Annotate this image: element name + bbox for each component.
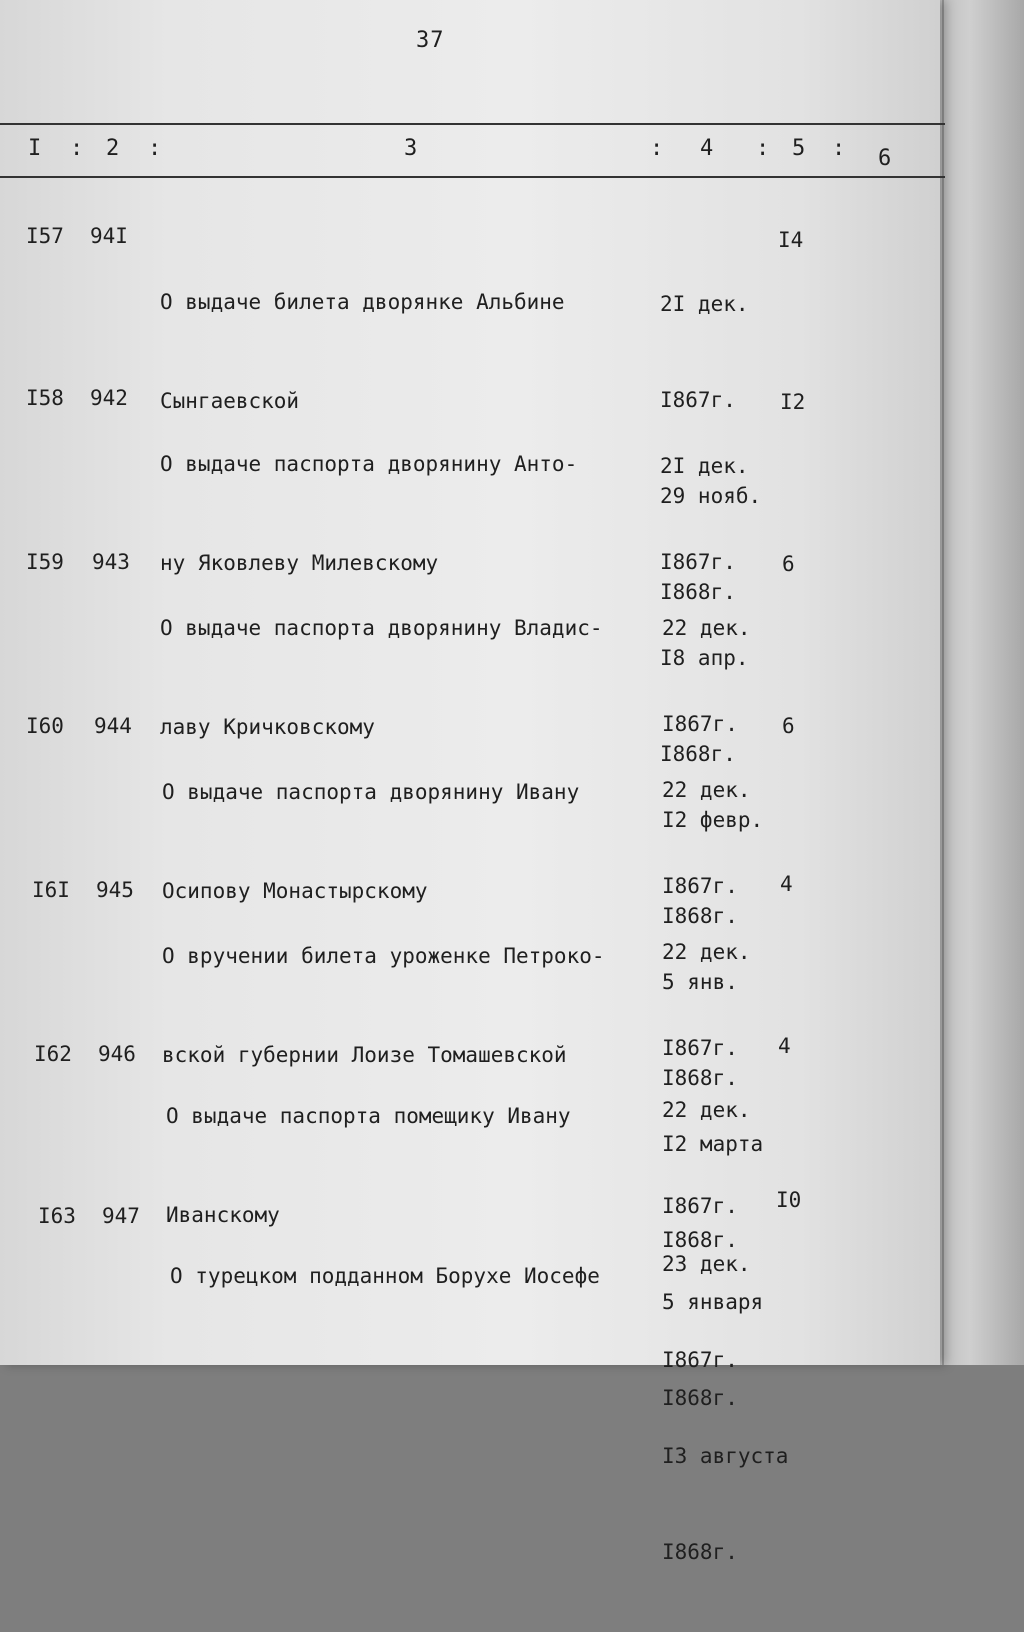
entry-title-line: О выдаче паспорта дворянину Анто-	[160, 452, 578, 476]
entry-title	[170, 1194, 600, 1359]
column-header-6: 6	[878, 146, 892, 171]
end-date: I3 августа	[662, 1444, 789, 1468]
entry-title-line: Иванскому	[166, 1203, 280, 1227]
start-year: I867г.	[660, 388, 736, 412]
end-year: I868г.	[662, 1540, 738, 1564]
entry-title-line: Осипову Монастырскому	[162, 879, 428, 903]
column-header-1: I	[28, 136, 42, 161]
end-year: I868г.	[662, 1228, 738, 1252]
sheet-count: 6	[782, 552, 795, 576]
entry-title-line: О вручении билета уроженке Петроко-	[162, 944, 605, 968]
row-number: I58	[26, 386, 64, 410]
row-number: I60	[26, 714, 64, 738]
end-year: I868г.	[662, 1066, 738, 1090]
sheet-count: 4	[780, 872, 793, 896]
file-number: 943	[92, 550, 130, 574]
file-number: 947	[102, 1204, 140, 1228]
entry-title-line: О выдаче паспорта дворянину Ивану	[162, 780, 580, 804]
end-year: I868г.	[662, 1386, 738, 1410]
row-number: I59	[26, 550, 64, 574]
column-separator: :	[148, 136, 162, 161]
header-bottom-rule	[0, 176, 945, 178]
row-number: I63	[38, 1204, 76, 1228]
start-year: I867г.	[660, 550, 736, 574]
start-year: I867г.	[662, 1194, 738, 1218]
file-number: 946	[98, 1042, 136, 1066]
row-number: I57	[26, 224, 64, 248]
entry-title-line: Сынгаевской	[160, 389, 300, 413]
start-year: I867г.	[662, 874, 738, 898]
start-date: 23 дек.	[662, 1252, 751, 1276]
column-separator: :	[832, 136, 846, 161]
start-date: 2I дек.	[660, 292, 749, 316]
start-date: 22 дек.	[662, 616, 751, 640]
start-date: 2I дек.	[660, 454, 749, 478]
sheet-count: I2	[780, 390, 806, 414]
column-header-5: 5	[792, 136, 806, 161]
row-number: I6I	[32, 878, 70, 902]
entry-title-line: О выдаче билета дворянке Альбине	[160, 290, 565, 314]
entry-title-line: ну Яковлеву Милевскому	[160, 551, 439, 575]
file-number: 94I	[90, 224, 128, 248]
sheet-count: I0	[776, 1188, 802, 1212]
underlying-page-edge	[934, 0, 1024, 1365]
column-separator: :	[756, 136, 770, 161]
start-date: 22 дек.	[662, 1098, 751, 1122]
file-number: 942	[90, 386, 128, 410]
end-date: 5 янв.	[662, 970, 738, 994]
start-date: 22 дек.	[662, 778, 751, 802]
entry-title-line: О выдаче паспорта помещику Ивану	[166, 1104, 571, 1128]
start-year: I867г.	[662, 712, 738, 736]
sheet-count: I4	[778, 228, 804, 252]
sheet-count: 4	[778, 1034, 791, 1058]
end-year: I868г.	[662, 904, 738, 928]
header-top-rule	[0, 123, 945, 125]
entry-title-line: вской губернии Лоизе Томашевской	[162, 1043, 567, 1067]
end-date: I8 апр.	[660, 646, 749, 670]
column-header-2: 2	[106, 136, 120, 161]
end-date: 5 января	[662, 1290, 764, 1314]
end-year: I868г.	[660, 580, 736, 604]
entry-title-line: О турецком подданном Борухе Иосефе	[170, 1264, 600, 1288]
file-number: 945	[96, 878, 134, 902]
sheet-count: 6	[782, 714, 795, 738]
end-year: I868г.	[660, 742, 736, 766]
end-date: 29 нояб.	[660, 484, 762, 508]
entry-title-line: лаву Кричковскому	[160, 715, 375, 739]
column-separator: :	[650, 136, 664, 161]
row-number: I62	[34, 1042, 72, 1066]
column-header-3: 3	[404, 136, 418, 161]
start-date: 22 дек.	[662, 940, 751, 964]
entry-dates	[662, 1184, 788, 1632]
start-year: I867г.	[662, 1348, 738, 1372]
column-separator: :	[70, 136, 84, 161]
entry-title-line: О выдаче паспорта дворянину Владис-	[160, 616, 603, 640]
start-year: I867г.	[662, 1036, 738, 1060]
column-header-4: 4	[700, 136, 714, 161]
page-number: 37	[416, 28, 445, 53]
end-date: I2 февр.	[662, 808, 764, 832]
end-date: I2 марта	[662, 1132, 764, 1156]
file-number: 944	[94, 714, 132, 738]
